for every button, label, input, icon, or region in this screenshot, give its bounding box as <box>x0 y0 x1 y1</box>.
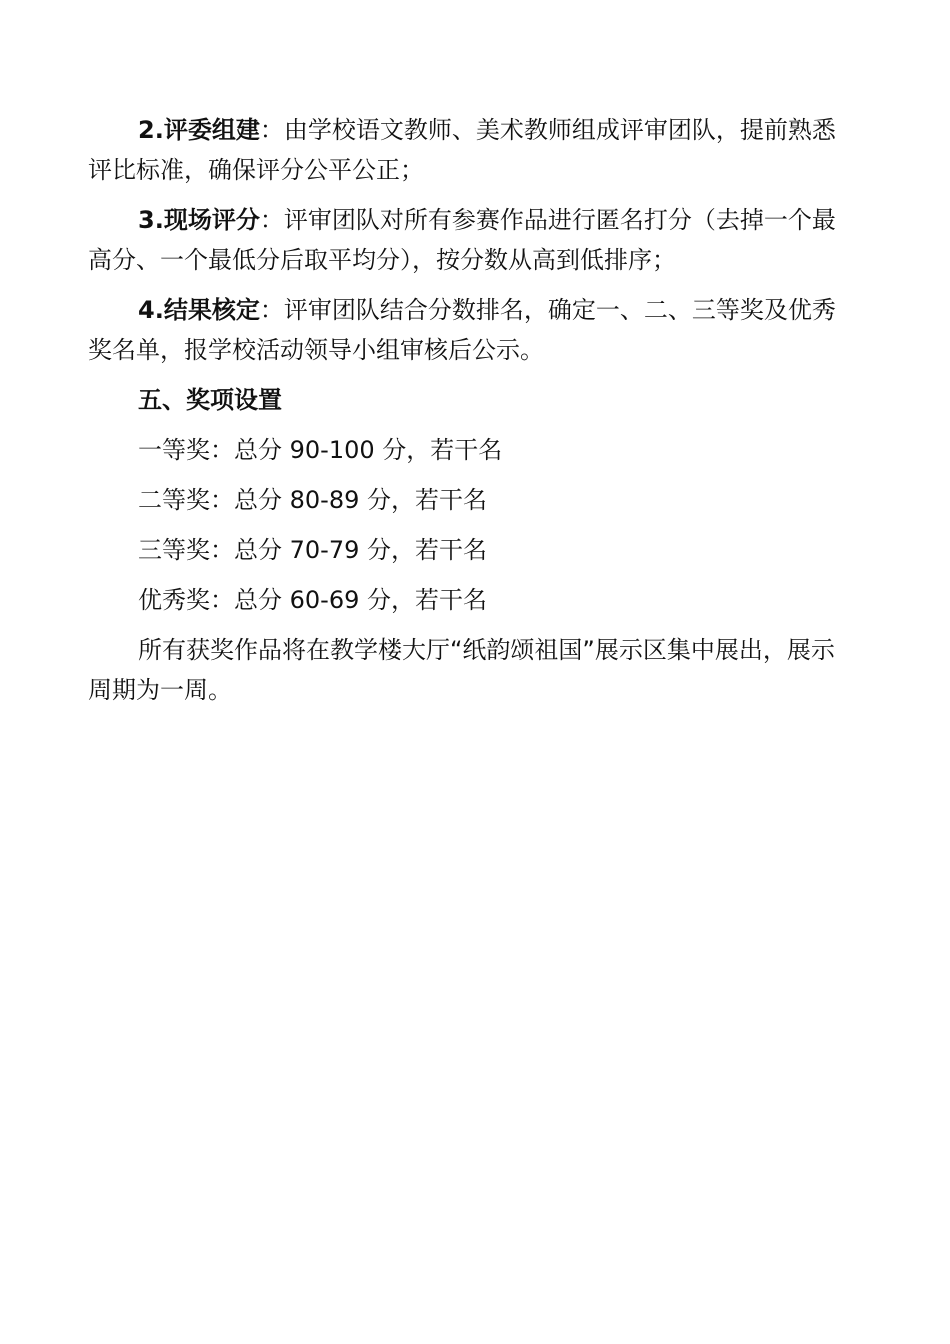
award-first-prize: 一等奖：总分 90-100 分，若干名 <box>138 436 503 464</box>
step-text: ：由学校语文教师、美术教师组成评审团队，提前熟悉评比标准，确保评分公平公正； <box>88 116 836 184</box>
closing-paragraph: 所有获奖作品将在教学楼大厅“纸韵颂祖国”展示区集中展出，展示周期为一周。 <box>88 636 835 704</box>
step-text: ：评审团队对所有参赛作品进行匿名打分（去掉一个最高分、一个最低分后取平均分），按分数从高到低排序； <box>88 206 836 274</box>
step-label: 4.结果核定 <box>138 296 260 324</box>
step-jury-formation <box>88 110 858 190</box>
step-text: ：评审团队结合分数排名，确定一、二、三等奖及优秀奖名单，报学校活动领导小组审核后公示。 <box>88 296 836 364</box>
step-onsite-scoring <box>88 200 858 280</box>
section-heading-awards: 五、奖项设置 <box>138 386 282 414</box>
step-result-verification <box>88 290 858 370</box>
award-third-prize: 三等奖：总分 70-79 分，若干名 <box>138 536 487 564</box>
step-label: 2.评委组建 <box>138 116 260 144</box>
document-page <box>88 110 858 710</box>
award-excellence-prize: 优秀奖：总分 60-69 分，若干名 <box>138 586 487 614</box>
award-second-prize: 二等奖：总分 80-89 分，若干名 <box>138 486 487 514</box>
step-label: 3.现场评分 <box>138 206 260 234</box>
